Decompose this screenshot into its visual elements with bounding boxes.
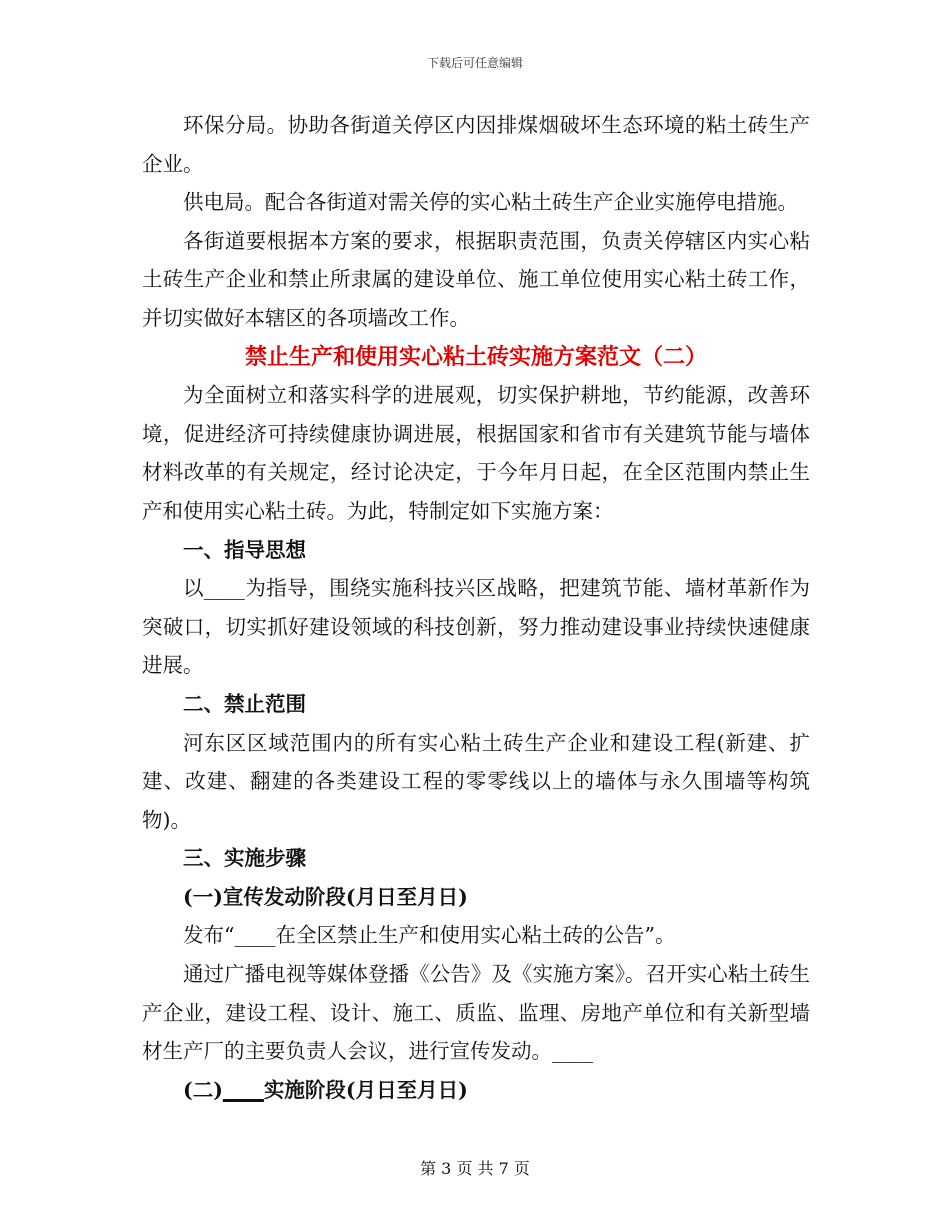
paragraph-media: 通过广播电视等媒体登播《公告》及《实施方案》。召开实心粘土砖生产企业，建设工程、设计、施工、质监、监理、房地产单位和有关新型墙材生产厂的主要负责人会议，进行宣传发动。____ (142, 962, 810, 1064)
paragraph-announcement: 发布“____在全区禁止生产和使用实心粘土砖的公告”。 (183, 923, 676, 948)
paragraph-intro: 为全面树立和落实科学的进展观，切实保护耕地，节约能源，改善环境，促进经济可持续健康协调进展，根据国家和省市有关建筑节能与墙体材料改革的有关规定，经讨论决定，于今年月日起，在全区范围内禁止生产和使用实心粘土砖。为此，特制定如下实施方案： (142, 383, 810, 523)
paragraph-power-bureau: 供电局。配合各街道对需关停的实心粘土砖生产企业实施停电措施。 (183, 190, 798, 215)
paragraph-env-bureau: 环保分局。协助各街道关停区内因排煤烟破坏生态环境的粘土砖生产企业。 (142, 113, 810, 176)
page-footer: 第 3 页 共 7 页 (420, 1159, 530, 1178)
paragraph-prohibition-scope: 河东区区域范围内的所有实心粘土砖生产企业和建设工程(新建、扩建、改建、翻建的各类建设工程的零零线以上的墙体与永久围墙等构筑物)。 (142, 730, 810, 832)
paragraph-streets: 各街道要根据本方案的要求，根据职责范围，负责关停辖区内实心粘土砖生产企业和禁止所隶属的建设单位、施工单位使用实心粘土砖工作，并切实做好本辖区的各项墙改工作。 (142, 228, 810, 330)
heading-implementation-stage (142, 1071, 810, 1110)
paragraph-guiding-ideology: 以____为指导，围绕实施科技兴区战略，把建筑节能、墙材革新作为突破口，切实抓好建设领域的科技创新，努力推动建设事业持续快速健康进展。 (142, 576, 810, 678)
page-header: 下载后可任意编辑 (426, 56, 523, 70)
heading-implementation-steps: 三、实施步骤 (183, 846, 306, 871)
heading-guiding-ideology: 一、指导思想 (183, 537, 306, 562)
stage-blank: ____ (222, 1077, 264, 1102)
section-title: 禁止生产和使用实心粘土砖实施方案范文（二） (244, 343, 707, 370)
document-body (142, 106, 810, 1109)
heading-prohibition-scope: 二、禁止范围 (183, 691, 306, 716)
stage-prefix: (二) (183, 1077, 223, 1102)
heading-publicity-stage: (一)宣传发动阶段(月日至月日) (183, 884, 468, 909)
stage-suffix: 实施阶段(月日至月日) (263, 1077, 468, 1102)
